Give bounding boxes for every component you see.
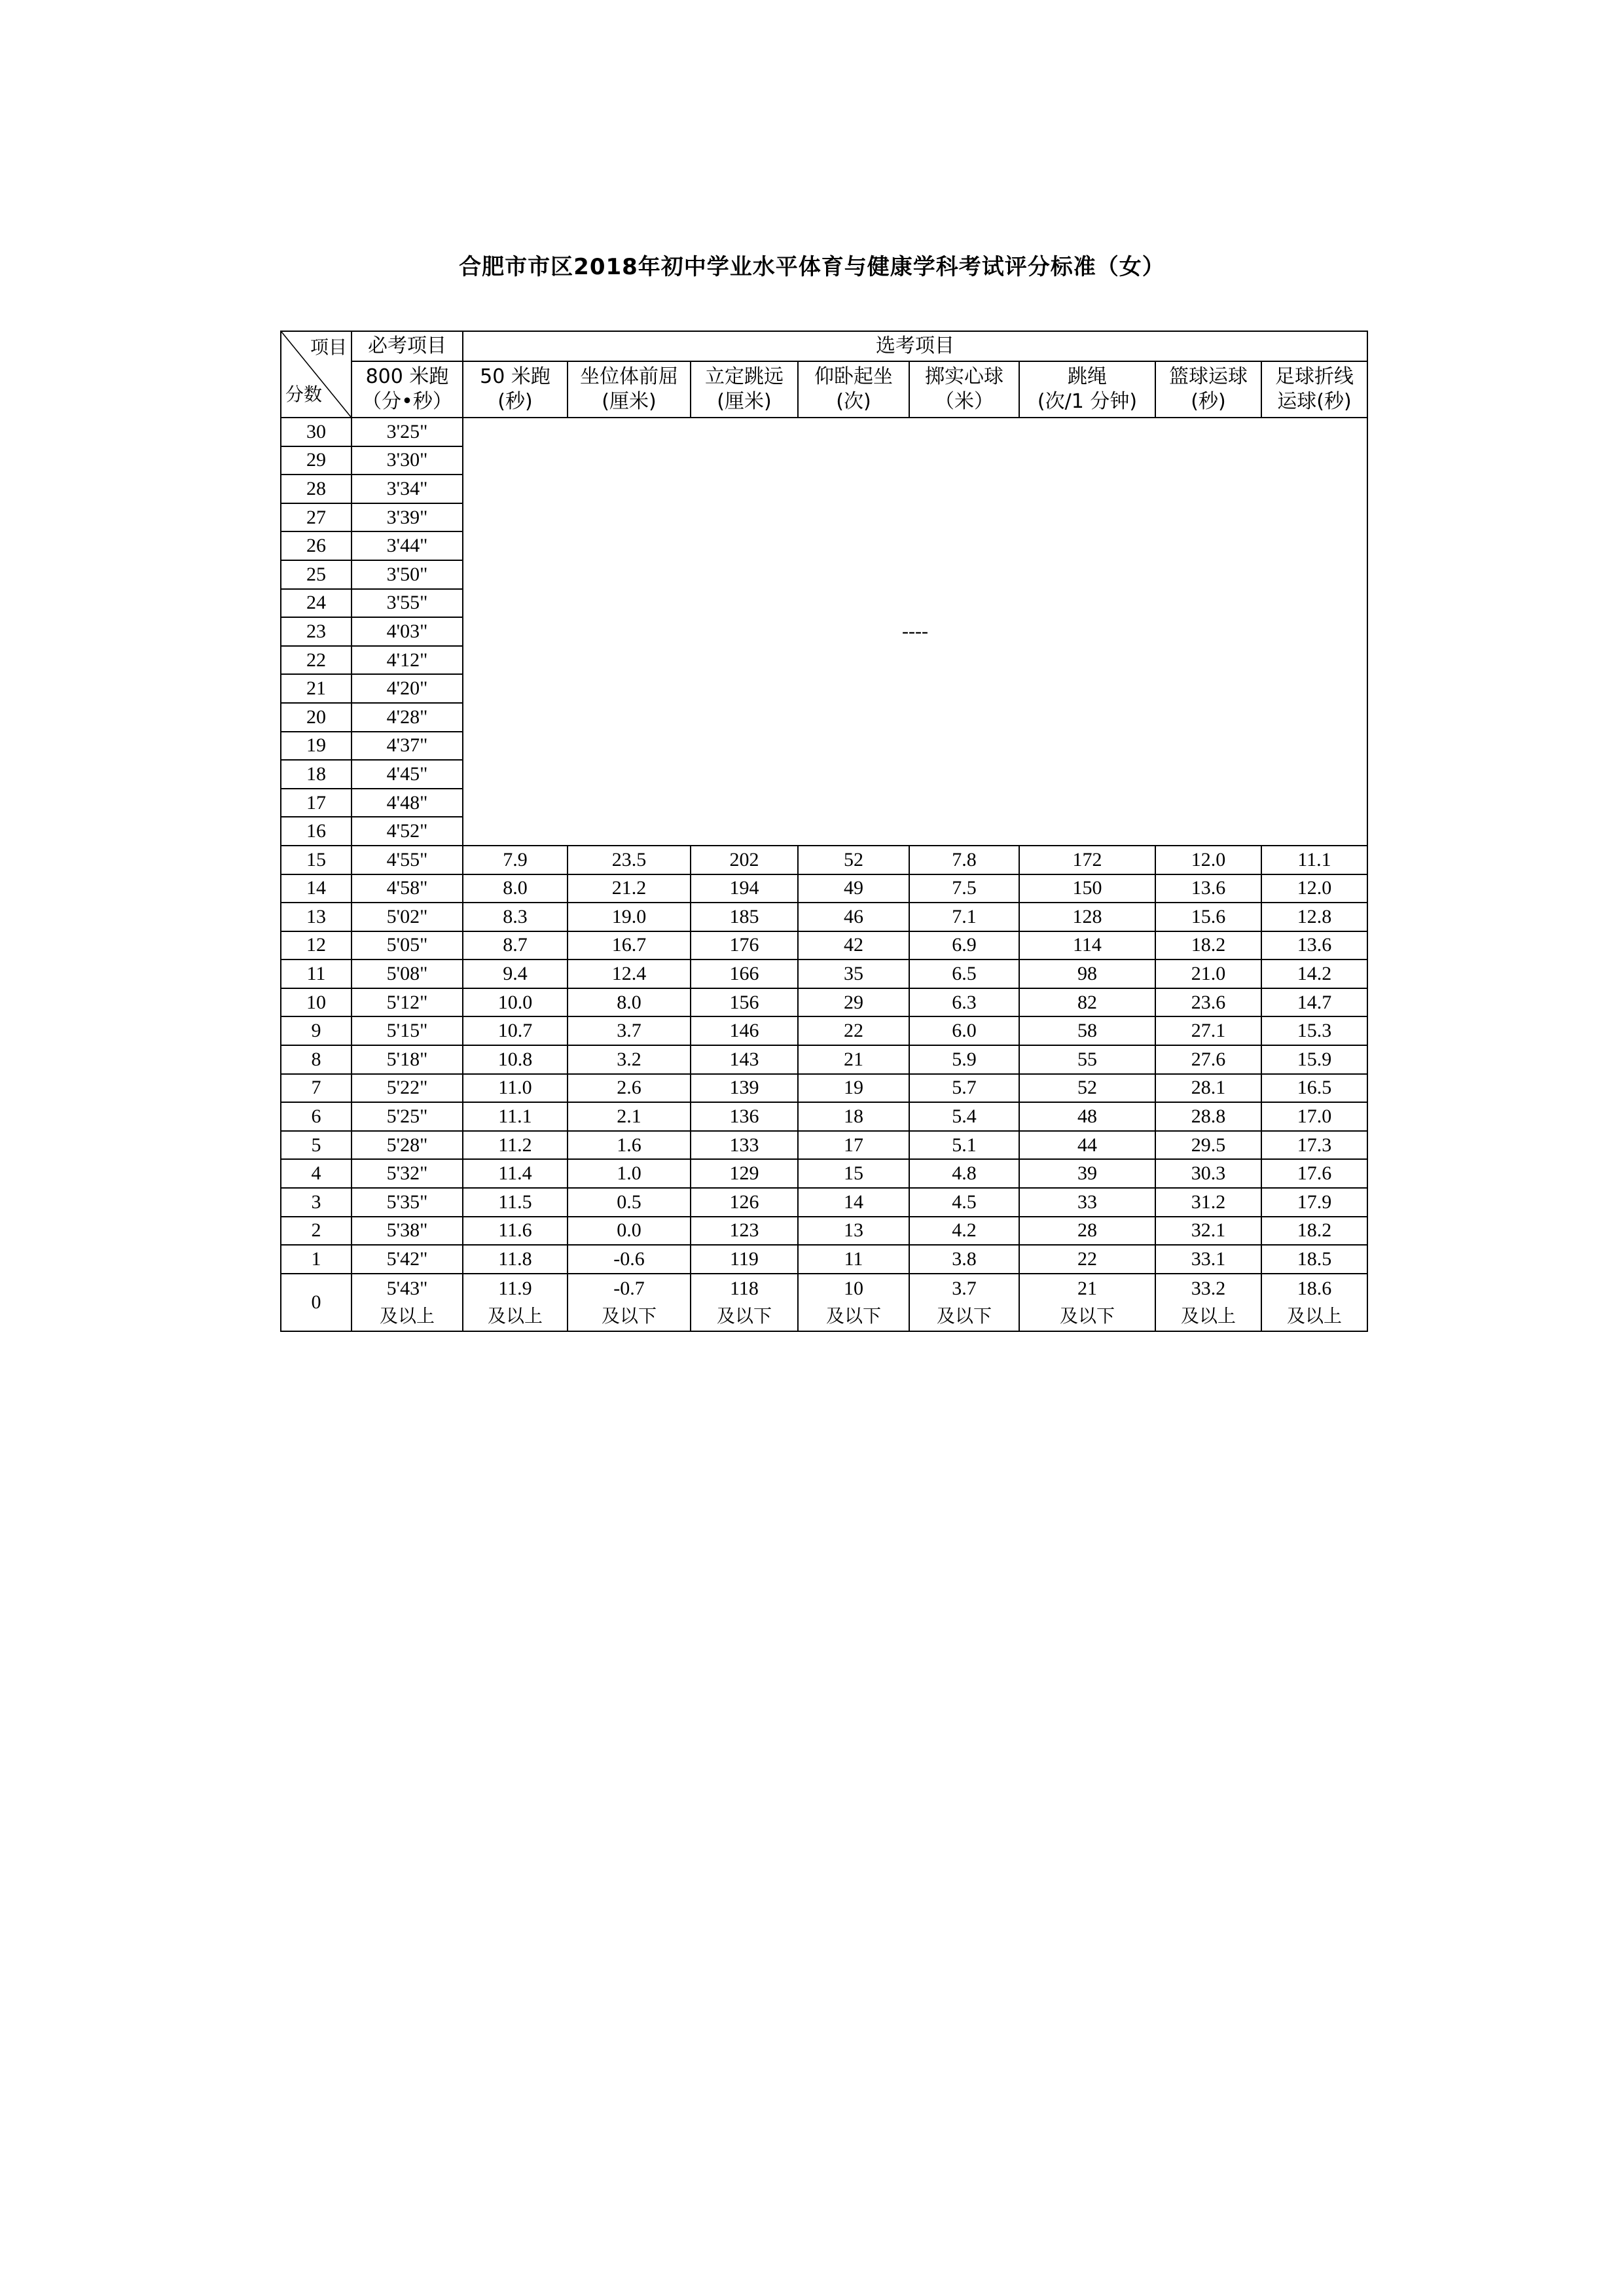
table-row bbox=[281, 1074, 1367, 1103]
football-cell bbox=[1261, 1274, 1367, 1331]
sit-up-cell: 46 bbox=[798, 903, 909, 931]
sit-reach-cell: 0.0 bbox=[568, 1217, 691, 1246]
sit-up-cell: 11 bbox=[798, 1245, 909, 1274]
football-cell: 14.2 bbox=[1261, 960, 1367, 988]
threshold-value: -0.7 bbox=[613, 1277, 645, 1299]
threshold-value: 21 bbox=[1077, 1277, 1097, 1299]
long-jump-cell: 139 bbox=[691, 1074, 798, 1103]
run50-cell: 11.4 bbox=[463, 1159, 568, 1188]
football-cell: 12.0 bbox=[1261, 874, 1367, 903]
column-name: 50 米跑 bbox=[480, 365, 550, 388]
required-group-header: 必考项目 bbox=[352, 331, 463, 361]
long-jump-cell: 176 bbox=[691, 931, 798, 960]
long-jump-cell: 156 bbox=[691, 988, 798, 1017]
table-row bbox=[281, 1217, 1367, 1246]
basketball-cell: 18.2 bbox=[1155, 931, 1261, 960]
table-row bbox=[281, 1016, 1367, 1045]
rope-skip-cell bbox=[1019, 1274, 1155, 1331]
sit-reach-cell: 0.5 bbox=[568, 1188, 691, 1217]
sit-up-cell: 17 bbox=[798, 1131, 909, 1160]
football-cell: 13.6 bbox=[1261, 931, 1367, 960]
medicine-ball-cell: 7.8 bbox=[909, 846, 1019, 874]
score-cell: 9 bbox=[281, 1016, 352, 1045]
column-name: 掷实心球 bbox=[925, 365, 1003, 388]
table-row bbox=[281, 1131, 1367, 1160]
table-row bbox=[281, 1188, 1367, 1217]
score-cell: 17 bbox=[281, 789, 352, 817]
column-header bbox=[798, 361, 909, 418]
sit-up-cell: 42 bbox=[798, 931, 909, 960]
column-header bbox=[1261, 361, 1367, 418]
football-cell: 17.3 bbox=[1261, 1131, 1367, 1160]
document-title: 合肥市市区2018年初中学业水平体育与健康学科考试评分标准（女） bbox=[459, 254, 1165, 280]
sit-up-cell bbox=[798, 1274, 909, 1331]
run800-cell: 3'50" bbox=[352, 560, 463, 589]
table-row bbox=[281, 1245, 1367, 1274]
sit-reach-cell: 2.1 bbox=[568, 1102, 691, 1131]
rope-skip-cell: 48 bbox=[1019, 1102, 1155, 1131]
column-unit: （米） bbox=[935, 390, 994, 413]
basketball-cell: 31.2 bbox=[1155, 1188, 1261, 1217]
score-cell: 14 bbox=[281, 874, 352, 903]
not-applicable-area: ---- bbox=[463, 418, 1367, 846]
sit-reach-cell: 23.5 bbox=[568, 846, 691, 874]
score-cell: 6 bbox=[281, 1102, 352, 1131]
column-name: 坐位体前屈 bbox=[580, 365, 678, 388]
run50-cell: 10.7 bbox=[463, 1016, 568, 1045]
run50-cell: 8.0 bbox=[463, 874, 568, 903]
run800-cell: 5'12" bbox=[352, 988, 463, 1017]
table-row bbox=[281, 1102, 1367, 1131]
rope-skip-cell: 128 bbox=[1019, 903, 1155, 931]
long-jump-cell: 185 bbox=[691, 903, 798, 931]
rope-skip-cell: 58 bbox=[1019, 1016, 1155, 1045]
score-cell: 15 bbox=[281, 846, 352, 874]
score-cell: 4 bbox=[281, 1159, 352, 1188]
football-cell: 11.1 bbox=[1261, 846, 1367, 874]
sit-reach-cell: 12.4 bbox=[568, 960, 691, 988]
header-row-1 bbox=[281, 331, 1367, 361]
run800-cell: 4'58" bbox=[352, 874, 463, 903]
medicine-ball-cell: 6.9 bbox=[909, 931, 1019, 960]
football-cell: 18.2 bbox=[1261, 1217, 1367, 1246]
run800-cell: 3'55" bbox=[352, 589, 463, 618]
run50-cell: 11.5 bbox=[463, 1188, 568, 1217]
sit-reach-cell: 3.7 bbox=[568, 1016, 691, 1045]
score-cell: 3 bbox=[281, 1188, 352, 1217]
score-cell: 24 bbox=[281, 589, 352, 618]
run50-cell: 10.8 bbox=[463, 1045, 568, 1074]
column-unit: (秒) bbox=[497, 390, 533, 413]
threshold-suffix: 及以下 bbox=[936, 1304, 992, 1327]
basketball-cell: 28.8 bbox=[1155, 1102, 1261, 1131]
run800-cell: 5'32" bbox=[352, 1159, 463, 1188]
run800-cell: 3'25" bbox=[352, 418, 463, 446]
run800-cell: 3'30" bbox=[352, 446, 463, 475]
basketball-cell bbox=[1155, 1274, 1261, 1331]
score-cell: 12 bbox=[281, 931, 352, 960]
run50-cell: 11.2 bbox=[463, 1131, 568, 1160]
run800-cell: 5'08" bbox=[352, 960, 463, 988]
score-cell: 21 bbox=[281, 674, 352, 703]
threshold-value: 11.9 bbox=[498, 1277, 532, 1299]
column-unit: （分•秒） bbox=[362, 390, 452, 413]
long-jump-cell bbox=[691, 1274, 798, 1331]
medicine-ball-cell: 5.9 bbox=[909, 1045, 1019, 1074]
optional-group-header: 选考项目 bbox=[463, 331, 1367, 361]
long-jump-cell: 194 bbox=[691, 874, 798, 903]
run800-cell: 4'37" bbox=[352, 732, 463, 761]
score-cell: 10 bbox=[281, 988, 352, 1017]
table-row bbox=[281, 988, 1367, 1017]
football-cell: 14.7 bbox=[1261, 988, 1367, 1017]
medicine-ball-cell: 7.1 bbox=[909, 903, 1019, 931]
long-jump-cell: 143 bbox=[691, 1045, 798, 1074]
column-unit: (次) bbox=[836, 390, 871, 413]
football-cell: 16.5 bbox=[1261, 1074, 1367, 1103]
basketball-cell: 29.5 bbox=[1155, 1131, 1261, 1160]
score-cell: 27 bbox=[281, 503, 352, 532]
column-unit: (秒) bbox=[1191, 390, 1226, 413]
threshold-suffix: 及以下 bbox=[825, 1304, 881, 1327]
run800-cell: 5'18" bbox=[352, 1045, 463, 1074]
score-cell: 29 bbox=[281, 446, 352, 475]
medicine-ball-cell: 4.2 bbox=[909, 1217, 1019, 1246]
score-cell: 13 bbox=[281, 903, 352, 931]
rope-skip-cell: 28 bbox=[1019, 1217, 1155, 1246]
threshold-value: 10 bbox=[844, 1277, 863, 1299]
sit-reach-cell: -0.6 bbox=[568, 1245, 691, 1274]
long-jump-cell: 146 bbox=[691, 1016, 798, 1045]
run800-cell: 4'55" bbox=[352, 846, 463, 874]
column-unit: 运球(秒) bbox=[1277, 390, 1352, 413]
threshold-suffix: 及以下 bbox=[1059, 1304, 1115, 1327]
medicine-ball-cell: 4.5 bbox=[909, 1188, 1019, 1217]
run800-cell: 4'28" bbox=[352, 703, 463, 732]
long-jump-cell: 136 bbox=[691, 1102, 798, 1131]
basketball-cell: 28.1 bbox=[1155, 1074, 1261, 1103]
table-row bbox=[281, 1045, 1367, 1074]
medicine-ball-cell: 6.0 bbox=[909, 1016, 1019, 1045]
sit-reach-cell: 19.0 bbox=[568, 903, 691, 931]
score-cell: 26 bbox=[281, 531, 352, 560]
column-name: 立定跳远 bbox=[705, 365, 784, 388]
score-cell: 25 bbox=[281, 560, 352, 589]
run800-cell: 5'15" bbox=[352, 1016, 463, 1045]
score-cell: 28 bbox=[281, 475, 352, 503]
score-cell: 1 bbox=[281, 1245, 352, 1274]
corner-score-label: 分数 bbox=[285, 384, 323, 405]
run800-cell: 4'20" bbox=[352, 674, 463, 703]
football-cell: 15.9 bbox=[1261, 1045, 1367, 1074]
threshold-suffix: 及以上 bbox=[379, 1304, 435, 1327]
run800-cell bbox=[352, 1274, 463, 1331]
run50-cell bbox=[463, 1274, 568, 1331]
basketball-cell: 23.6 bbox=[1155, 988, 1261, 1017]
medicine-ball-cell: 6.3 bbox=[909, 988, 1019, 1017]
run50-cell: 11.1 bbox=[463, 1102, 568, 1131]
run800-cell: 4'03" bbox=[352, 617, 463, 646]
column-header bbox=[1019, 361, 1155, 418]
sit-up-cell: 35 bbox=[798, 960, 909, 988]
column-name: 足球折线 bbox=[1275, 365, 1354, 388]
long-jump-cell: 202 bbox=[691, 846, 798, 874]
column-name: 800 米跑 bbox=[365, 365, 449, 388]
run50-cell: 9.4 bbox=[463, 960, 568, 988]
score-cell: 7 bbox=[281, 1074, 352, 1103]
run800-cell: 5'28" bbox=[352, 1131, 463, 1160]
basketball-cell: 12.0 bbox=[1155, 846, 1261, 874]
run800-cell: 5'35" bbox=[352, 1188, 463, 1217]
score-cell: 16 bbox=[281, 817, 352, 846]
sit-reach-cell: 2.6 bbox=[568, 1074, 691, 1103]
run50-cell: 11.6 bbox=[463, 1217, 568, 1246]
score-cell: 19 bbox=[281, 732, 352, 761]
column-header bbox=[909, 361, 1019, 418]
score-cell: 22 bbox=[281, 646, 352, 675]
long-jump-cell: 133 bbox=[691, 1131, 798, 1160]
run800-cell: 4'48" bbox=[352, 789, 463, 817]
football-cell: 17.0 bbox=[1261, 1102, 1367, 1131]
sit-up-cell: 13 bbox=[798, 1217, 909, 1246]
table-row bbox=[281, 960, 1367, 988]
medicine-ball-cell: 7.5 bbox=[909, 874, 1019, 903]
score-cell: 11 bbox=[281, 960, 352, 988]
sit-up-cell: 22 bbox=[798, 1016, 909, 1045]
rope-skip-cell: 39 bbox=[1019, 1159, 1155, 1188]
medicine-ball-cell: 3.8 bbox=[909, 1245, 1019, 1274]
threshold-value: 3.7 bbox=[952, 1277, 977, 1299]
threshold-suffix: 及以上 bbox=[487, 1304, 543, 1327]
threshold-value: 33.2 bbox=[1191, 1277, 1226, 1299]
basketball-cell: 15.6 bbox=[1155, 903, 1261, 931]
sit-reach-cell bbox=[568, 1274, 691, 1331]
long-jump-cell: 166 bbox=[691, 960, 798, 988]
run800-cell: 4'12" bbox=[352, 646, 463, 675]
sit-up-cell: 14 bbox=[798, 1188, 909, 1217]
football-cell: 18.5 bbox=[1261, 1245, 1367, 1274]
table-row-zero bbox=[281, 1274, 1367, 1331]
medicine-ball-cell: 4.8 bbox=[909, 1159, 1019, 1188]
sit-reach-cell: 16.7 bbox=[568, 931, 691, 960]
medicine-ball-cell: 5.7 bbox=[909, 1074, 1019, 1103]
run800-cell: 5'38" bbox=[352, 1217, 463, 1246]
corner-header-cell bbox=[281, 331, 352, 418]
run50-cell: 11.8 bbox=[463, 1245, 568, 1274]
threshold-suffix: 及以上 bbox=[1286, 1304, 1342, 1327]
rope-skip-cell: 33 bbox=[1019, 1188, 1155, 1217]
rope-skip-cell: 150 bbox=[1019, 874, 1155, 903]
basketball-cell: 32.1 bbox=[1155, 1217, 1261, 1246]
basketball-cell: 27.1 bbox=[1155, 1016, 1261, 1045]
column-name: 仰卧起坐 bbox=[814, 365, 893, 388]
run800-cell: 3'44" bbox=[352, 531, 463, 560]
run800-cell: 5'05" bbox=[352, 931, 463, 960]
column-unit: (厘米) bbox=[717, 390, 772, 413]
column-unit: (厘米) bbox=[602, 390, 657, 413]
run800-cell: 4'52" bbox=[352, 817, 463, 846]
column-name: 跳绳 bbox=[1068, 365, 1107, 388]
sit-up-cell: 15 bbox=[798, 1159, 909, 1188]
football-cell: 17.9 bbox=[1261, 1188, 1367, 1217]
table-row bbox=[281, 846, 1367, 874]
run800-cell: 3'34" bbox=[352, 475, 463, 503]
basketball-cell: 27.6 bbox=[1155, 1045, 1261, 1074]
basketball-cell: 13.6 bbox=[1155, 874, 1261, 903]
rope-skip-cell: 82 bbox=[1019, 988, 1155, 1017]
corner-item-label: 项目 bbox=[310, 336, 347, 358]
long-jump-cell: 119 bbox=[691, 1245, 798, 1274]
run50-cell: 11.0 bbox=[463, 1074, 568, 1103]
sit-reach-cell: 1.6 bbox=[568, 1131, 691, 1160]
football-cell: 12.8 bbox=[1261, 903, 1367, 931]
basketball-cell: 33.1 bbox=[1155, 1245, 1261, 1274]
sit-up-cell: 52 bbox=[798, 846, 909, 874]
run50-cell: 8.3 bbox=[463, 903, 568, 931]
basketball-cell: 30.3 bbox=[1155, 1159, 1261, 1188]
rope-skip-cell: 172 bbox=[1019, 846, 1155, 874]
column-header bbox=[568, 361, 691, 418]
score-cell: 8 bbox=[281, 1045, 352, 1074]
column-header bbox=[463, 361, 568, 418]
threshold-value: 18.6 bbox=[1297, 1277, 1332, 1299]
sit-up-cell: 19 bbox=[798, 1074, 909, 1103]
score-cell: 23 bbox=[281, 617, 352, 646]
sit-up-cell: 21 bbox=[798, 1045, 909, 1074]
table-row bbox=[281, 903, 1367, 931]
column-header bbox=[691, 361, 798, 418]
run800-cell: 5'42" bbox=[352, 1245, 463, 1274]
threshold-value: 118 bbox=[730, 1277, 759, 1299]
table-row bbox=[281, 418, 1367, 446]
table-row bbox=[281, 931, 1367, 960]
sit-up-cell: 29 bbox=[798, 988, 909, 1017]
column-header bbox=[352, 361, 463, 418]
medicine-ball-cell: 6.5 bbox=[909, 960, 1019, 988]
threshold-value: 5'43" bbox=[386, 1277, 428, 1299]
rope-skip-cell: 114 bbox=[1019, 931, 1155, 960]
threshold-suffix: 及以下 bbox=[601, 1304, 657, 1327]
score-cell: 30 bbox=[281, 418, 352, 446]
run50-cell: 8.7 bbox=[463, 931, 568, 960]
medicine-ball-cell: 5.4 bbox=[909, 1102, 1019, 1131]
rope-skip-cell: 52 bbox=[1019, 1074, 1155, 1103]
medicine-ball-cell bbox=[909, 1274, 1019, 1331]
basketball-cell: 21.0 bbox=[1155, 960, 1261, 988]
sit-up-cell: 49 bbox=[798, 874, 909, 903]
run800-cell: 5'02" bbox=[352, 903, 463, 931]
football-cell: 15.3 bbox=[1261, 1016, 1367, 1045]
run800-cell: 5'25" bbox=[352, 1102, 463, 1131]
column-name: 篮球运球 bbox=[1169, 365, 1248, 388]
score-cell: 18 bbox=[281, 760, 352, 789]
medicine-ball-cell: 5.1 bbox=[909, 1131, 1019, 1160]
table-row bbox=[281, 1159, 1367, 1188]
column-unit: (次/1 分钟) bbox=[1037, 390, 1138, 413]
run800-cell: 5'22" bbox=[352, 1074, 463, 1103]
score-cell: 2 bbox=[281, 1217, 352, 1246]
run800-cell: 3'39" bbox=[352, 503, 463, 532]
football-cell: 17.6 bbox=[1261, 1159, 1367, 1188]
table-row bbox=[281, 874, 1367, 903]
sit-reach-cell: 3.2 bbox=[568, 1045, 691, 1074]
run50-cell: 10.0 bbox=[463, 988, 568, 1017]
run50-cell: 7.9 bbox=[463, 846, 568, 874]
threshold-suffix: 及以上 bbox=[1180, 1304, 1236, 1327]
sit-reach-cell: 8.0 bbox=[568, 988, 691, 1017]
long-jump-cell: 126 bbox=[691, 1188, 798, 1217]
rope-skip-cell: 98 bbox=[1019, 960, 1155, 988]
run800-cell: 4'45" bbox=[352, 760, 463, 789]
column-header bbox=[1155, 361, 1261, 418]
rope-skip-cell: 22 bbox=[1019, 1245, 1155, 1274]
threshold-suffix: 及以下 bbox=[716, 1304, 772, 1327]
long-jump-cell: 123 bbox=[691, 1217, 798, 1246]
score-cell: 0 bbox=[281, 1274, 352, 1331]
score-cell: 20 bbox=[281, 703, 352, 732]
header-row-2 bbox=[281, 361, 1367, 418]
sit-reach-cell: 21.2 bbox=[568, 874, 691, 903]
score-cell: 5 bbox=[281, 1131, 352, 1160]
long-jump-cell: 129 bbox=[691, 1159, 798, 1188]
rope-skip-cell: 44 bbox=[1019, 1131, 1155, 1160]
sit-reach-cell: 1.0 bbox=[568, 1159, 691, 1188]
rope-skip-cell: 55 bbox=[1019, 1045, 1155, 1074]
scoring-table bbox=[280, 331, 1368, 1332]
sit-up-cell: 18 bbox=[798, 1102, 909, 1131]
